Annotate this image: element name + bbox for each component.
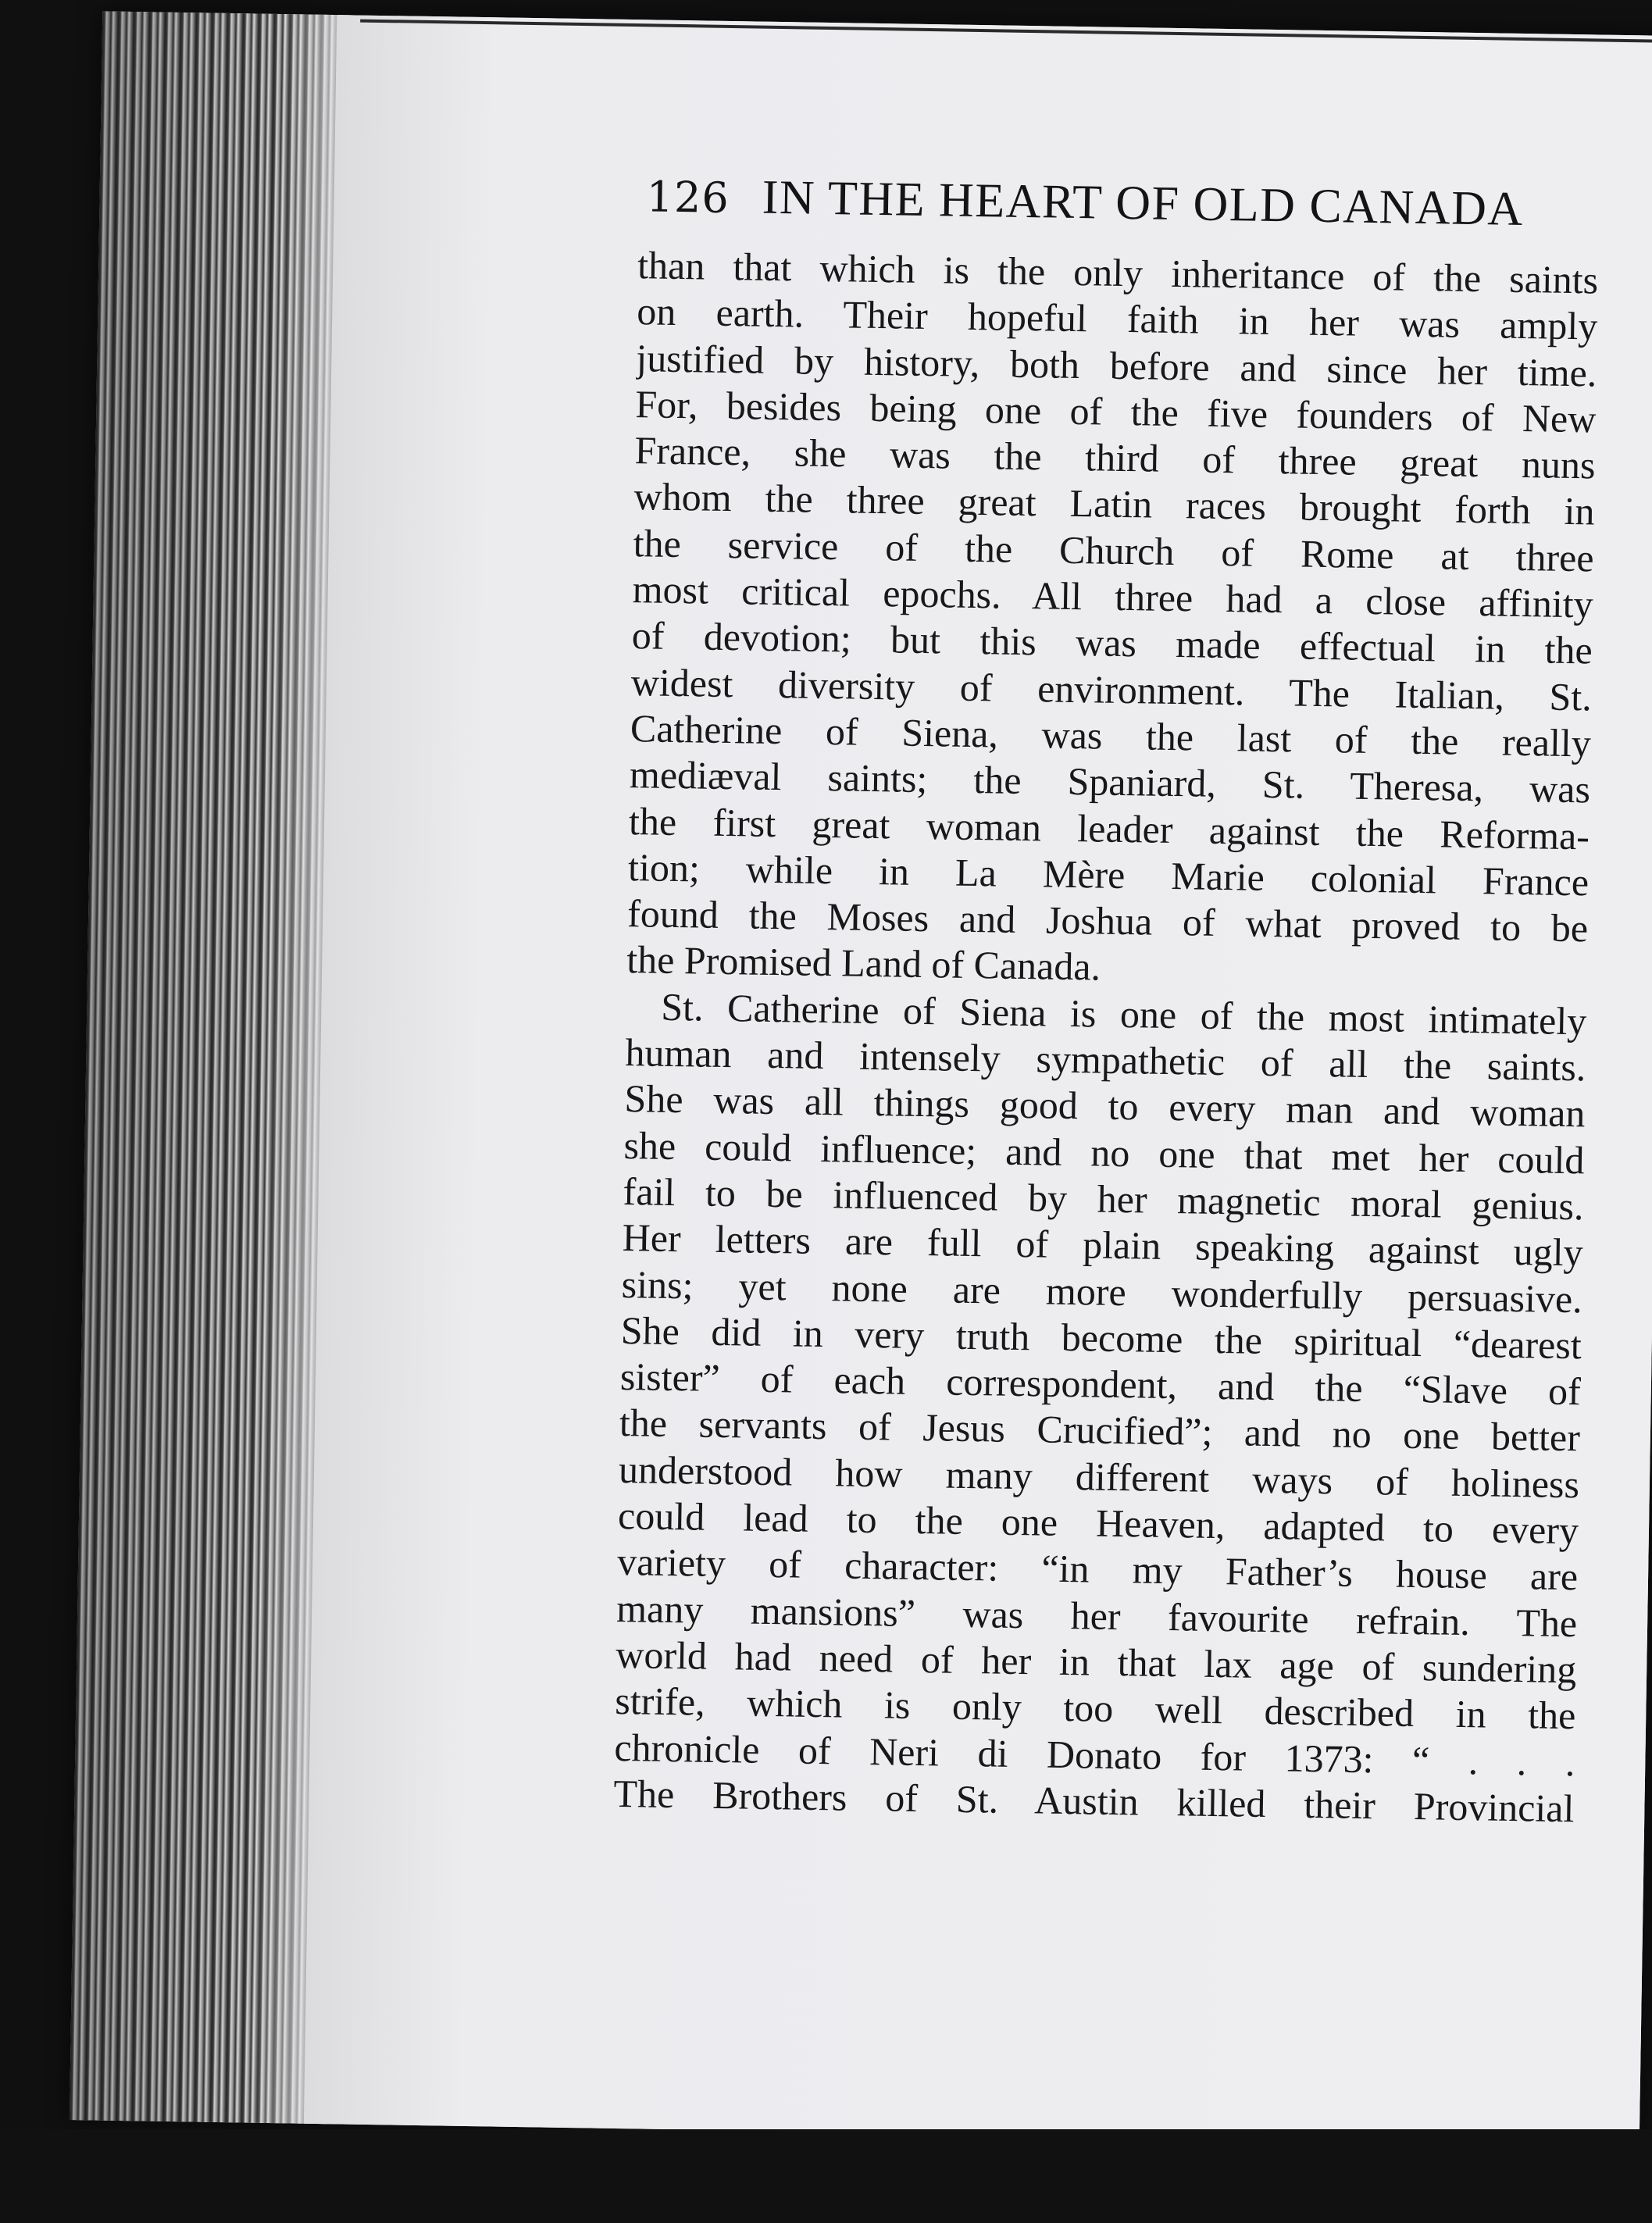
text-line: on earth. Their hopeful faith in her was amply: [636, 289, 1598, 348]
text-line: sins; yet none are more wonderfully persuasive.: [621, 1261, 1583, 1321]
text-line: of devotion; but this was made effectual in the: [631, 613, 1593, 673]
text-line: justified by history, both before and since her time.: [636, 335, 1597, 395]
text-line: sister” of each correspondent, and the “Slave of: [619, 1354, 1582, 1414]
page-number: 126: [646, 172, 730, 223]
text-line: variety of character: “in my Father’s house are: [616, 1540, 1579, 1599]
text-line: fail to be influenced by her magnetic moral genius.: [623, 1169, 1584, 1229]
text-line: She was all things good to every man and woman: [624, 1076, 1586, 1136]
text-line: could lead to the one Heaven, adapted to every: [617, 1493, 1579, 1553]
text-line: world had need of her in that lax age of sundering: [615, 1632, 1577, 1692]
paragraph-1: [626, 242, 1599, 998]
text-line: Her letters are full of plain speaking against ugly: [622, 1215, 1584, 1275]
text-line: human and intensely sympathetic of all the saints.: [625, 1030, 1586, 1090]
text-line: Catherine of Siena, was the last of the really: [630, 706, 1592, 765]
book-page: [70, 11, 1652, 2144]
text-line: than that which is the only inheritance of the saints: [637, 243, 1599, 302]
text-line: found the Moses and Joshua of what proved to be: [626, 891, 1589, 951]
text-line: France, she was the third of three great nuns: [634, 428, 1596, 487]
text-line: St. Catherine of Siena is one of the most intimately: [660, 984, 1587, 1044]
text-line: the service of the Church of Rome at three: [633, 520, 1595, 580]
text-line: the Promised Land of Canada.: [626, 937, 1101, 990]
text-line: strife, which is only too well described in the: [614, 1679, 1576, 1738]
running-title: IN THE HEART OF OLD CANADA: [762, 170, 1525, 236]
body-text: [613, 242, 1599, 1832]
text-line: understood how many different ways of holiness: [618, 1447, 1580, 1507]
text-line: she could influence; and no one that met her could: [623, 1122, 1585, 1182]
text-line: many mansions” was her favourite refrain. The: [615, 1586, 1578, 1645]
text-line: whom the three great Latin races brought forth in: [633, 474, 1595, 533]
text-line: the servants of Jesus Crucified”; and no one better: [619, 1401, 1581, 1460]
text-line: She did in very truth become the spiritual “dearest: [620, 1308, 1582, 1368]
text-line: chronicle of Neri di Donato for 1373: “ . . .: [614, 1725, 1575, 1784]
text-line: most critical epochs. All three had a close affinity: [632, 567, 1594, 626]
text-line: mediæval saints; the Spaniard, St. Theresa, was: [629, 752, 1591, 812]
text-line: The Brothers of St. Austin killed their Provincial: [613, 1771, 1575, 1831]
text-line: the first great woman leader against the Reforma-: [628, 798, 1590, 858]
paragraph-2: [613, 983, 1587, 1832]
text-line: widest diversity of environment. The Italian, St.: [630, 659, 1593, 719]
scan-bottom-shadow: [0, 2129, 1652, 2223]
text-line: tion; while in La Mère Marie colonial France: [627, 844, 1590, 905]
text-line: For, besides being one of the five founders of New: [635, 382, 1597, 441]
